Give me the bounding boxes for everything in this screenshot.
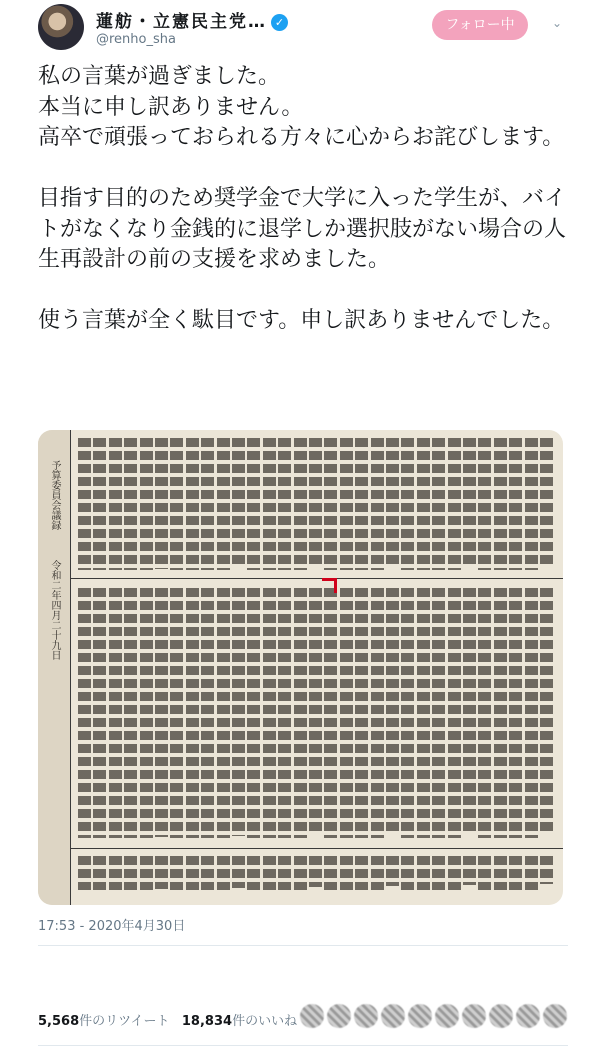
transcript-line: [124, 588, 137, 838]
retweet-label[interactable]: 件のリツイート: [79, 1014, 170, 1029]
transcript-line: [278, 856, 291, 890]
transcript-line: [93, 438, 106, 570]
transcript-line: [340, 856, 353, 890]
transcript-line: [417, 588, 430, 838]
like-count[interactable]: 18,834: [181, 1014, 233, 1029]
liker-avatar[interactable]: [300, 1004, 324, 1028]
transcript-line: [324, 856, 337, 890]
display-name-text[interactable]: 蓮舫・立憲民主党…: [96, 12, 267, 32]
transcript-line: [340, 588, 353, 838]
transcript-line: [432, 856, 445, 890]
transcript-line: [478, 856, 491, 890]
transcript-line: [417, 856, 430, 890]
like-label[interactable]: 件のいいね: [232, 1014, 298, 1029]
transcript-line: [478, 588, 491, 838]
transcript-line: [309, 588, 322, 835]
transcript-line: [386, 588, 399, 834]
transcript-line: [109, 588, 122, 838]
chevron-down-icon[interactable]: ⌄: [551, 16, 563, 30]
transcript-line: [170, 856, 183, 890]
transcript-header: 予算委員会議録: [49, 460, 60, 530]
transcript-line: [186, 438, 199, 570]
transcript-line: [540, 856, 553, 884]
transcript-line: [201, 438, 214, 570]
transcript-text-columns: [78, 434, 558, 898]
liker-avatar[interactable]: [381, 1004, 405, 1028]
transcript-line: [509, 856, 522, 890]
transcript-line: [186, 856, 199, 890]
transcript-line: [401, 856, 414, 890]
transcript-date: 令和二年四月二十九日: [49, 560, 60, 660]
transcript-line: [263, 856, 276, 890]
divider: [38, 1045, 568, 1046]
transcript-line: [201, 856, 214, 890]
transcript-line: [478, 438, 491, 570]
transcript-line: [263, 438, 276, 570]
transcript-line: [371, 588, 384, 838]
divider: [38, 945, 568, 946]
avatar[interactable]: [38, 4, 84, 50]
liker-avatar[interactable]: [435, 1004, 459, 1028]
transcript-line: [93, 856, 106, 890]
transcript-line: [509, 588, 522, 838]
transcript-line: [463, 438, 476, 565]
tweet-text: 私の言葉が過ぎました。 本当に申し訳ありません。 高卒で頑張っておられる方々に心からお詫びします。 目指す目的のため奨学金で大学に入った学生が、バイトがなくなり金銭的に退学しか選択肢がない場合の人生再設計の前の支援を求めました。 使う言葉が全く駄目です。申し訳ありませんでした。: [38, 64, 567, 333]
liker-avatar[interactable]: [516, 1004, 540, 1028]
transcript-line: [232, 588, 245, 836]
transcript-line: [170, 588, 183, 838]
transcript-line: [432, 438, 445, 570]
tweet-image[interactable]: [38, 430, 563, 905]
transcript-line: [386, 856, 399, 886]
transcript-line: [324, 438, 337, 570]
transcript-line: [448, 588, 461, 838]
transcript-rule: [70, 430, 71, 905]
transcript-line: [217, 438, 230, 570]
transcript-line: [278, 588, 291, 838]
transcript-line: [278, 438, 291, 570]
transcript-line: [386, 438, 399, 566]
verified-badge-icon: ✓: [271, 14, 288, 31]
transcript-line: [417, 438, 430, 570]
transcript-line: [109, 438, 122, 570]
transcript-line: [340, 438, 353, 570]
transcript-line: [186, 588, 199, 838]
transcript-line: [494, 856, 507, 890]
transcript-line: [494, 438, 507, 570]
transcript-line: [217, 588, 230, 838]
transcript-line: [78, 438, 91, 570]
transcript-line: [540, 438, 553, 564]
transcript-line: [294, 588, 307, 838]
transcript-line: [247, 856, 260, 890]
retweet-count[interactable]: 5,568: [38, 1014, 80, 1029]
transcript-line: [78, 588, 91, 838]
transcript-line: [140, 588, 153, 838]
transcript-line: [232, 856, 245, 888]
transcript-line: [509, 438, 522, 570]
transcript-line: [401, 588, 414, 838]
transcript-line: [432, 588, 445, 838]
transcript-line: [525, 438, 538, 570]
transcript-line: [294, 856, 307, 890]
transcript-line: [324, 588, 337, 838]
transcript-line: [217, 856, 230, 890]
transcript-line: [155, 856, 168, 889]
transcript-line: [232, 438, 245, 568]
following-button[interactable]: フォロー中: [432, 10, 528, 40]
transcript-line: [540, 588, 553, 832]
transcript-line: [525, 588, 538, 838]
liker-avatar[interactable]: [543, 1004, 567, 1028]
transcript-line: [294, 438, 307, 570]
transcript-line: [401, 438, 414, 570]
transcript-line: [155, 438, 168, 569]
transcript-line: [124, 438, 137, 570]
transcript-line: [463, 856, 476, 885]
liker-avatar[interactable]: [354, 1004, 378, 1028]
transcript-line: [124, 856, 137, 890]
red-bracket-annotation: [322, 578, 337, 593]
user-handle[interactable]: @renho_sha: [96, 32, 176, 47]
liker-avatar[interactable]: [489, 1004, 513, 1028]
engagement-stats: [38, 1010, 297, 1029]
transcript-line: [355, 856, 368, 890]
transcript-line: [463, 588, 476, 833]
display-name[interactable]: [96, 7, 288, 32]
transcript-line: [140, 856, 153, 890]
transcript-line: [448, 856, 461, 890]
transcript-line: [355, 588, 368, 838]
transcript-line: [201, 588, 214, 838]
tweet-timestamp[interactable]: 17:53 - 2020年4月30日: [38, 919, 186, 934]
transcript-line: [494, 588, 507, 838]
transcript-line: [170, 438, 183, 570]
transcript-line: [448, 438, 461, 570]
transcript-line: [140, 438, 153, 570]
transcript-line: [525, 856, 538, 890]
transcript-line: [309, 438, 322, 567]
liker-avatar[interactable]: [327, 1004, 351, 1028]
transcript-line: [155, 588, 168, 837]
transcript-line: [371, 856, 384, 890]
transcript-line: [247, 588, 260, 838]
transcript-line: [355, 438, 368, 570]
liker-avatar[interactable]: [408, 1004, 432, 1028]
transcript-line: [93, 588, 106, 838]
liker-avatar[interactable]: [462, 1004, 486, 1028]
transcript-line: [78, 856, 91, 890]
transcript-line: [309, 856, 322, 887]
transcript-line: [109, 856, 122, 890]
transcript-line: [263, 588, 276, 838]
transcript-line: [371, 438, 384, 570]
transcript-line: [247, 438, 260, 570]
